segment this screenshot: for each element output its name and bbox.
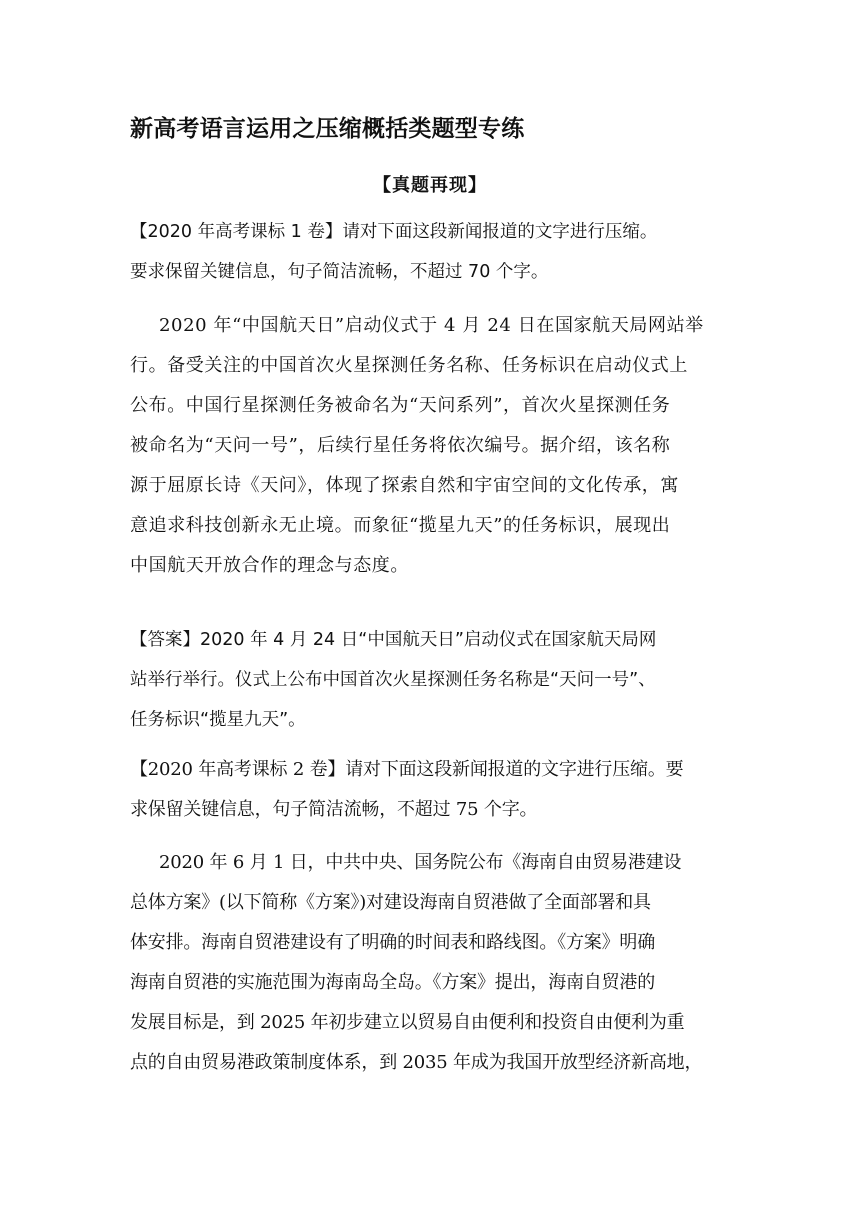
answer-1-line: 任务标识“揽星九天”。 bbox=[130, 710, 306, 730]
passage-1-line: 意追求科技创新永无止境。而象征“揽星九天”的任务标识，展现出 bbox=[130, 515, 671, 536]
section-heading: 【真题再现】 bbox=[373, 175, 487, 196]
passage-1-line: 行。备受关注的中国首次火星探测任务名称、任务标识在启动仪式上 bbox=[130, 355, 688, 376]
passage-1-line: 公布。中国行星探测任务被命名为“天问系列”，首次火星探测任务 bbox=[130, 395, 671, 416]
answer-1 bbox=[130, 620, 742, 740]
question-1-line: 【2020 年高考课标 1 卷】请对下面这段新闻报道的文字进行压缩。 bbox=[130, 222, 658, 242]
passage-2-line: 海南自贸港的实施范围为海南岛全岛。《方案》提出，海南自贸港的 bbox=[130, 972, 655, 993]
passage-1-line: 源于屈原长诗《天问》，体现了探索自然和宇宙空间的文化传承，寓 bbox=[130, 475, 679, 496]
answer-1-line: 站举行举行。仪式上公布中国首次火星探测任务名称是“天问一号”、 bbox=[130, 670, 656, 690]
passage-2-line: 点的自由贸易港政策制度体系，到 2035 年成为我国开放型经济新高地， bbox=[130, 1052, 703, 1073]
passage-2-line: 发展目标是，到 2025 年初步建立以贸易自由便利和投资自由便利为重 bbox=[130, 1012, 685, 1033]
passage-2 bbox=[130, 843, 742, 1083]
question-1-line: 要求保留关键信息，句子简洁流畅，不超过 70 个字。 bbox=[130, 262, 549, 282]
passage-2-line: 总体方案》(以下简称《方案》)对建设海南自贸港做了全面部署和具 bbox=[130, 892, 651, 913]
passage-1-line: 被命名为“天问一号”，后续行星任务将依次编号。据介绍，该名称 bbox=[130, 435, 671, 456]
question-2-line: 求保留关键信息，句子简洁流畅，不超过 75 个字。 bbox=[130, 799, 538, 820]
question-1 bbox=[130, 212, 742, 292]
passage-1-line: 2020 年“中国航天日”启动仪式于 4 月 24 日在国家航天局网站举 bbox=[159, 315, 704, 336]
question-2 bbox=[130, 750, 742, 830]
question-2-line: 【2020 年高考课标 2 卷】请对下面这段新闻报道的文字进行压缩。要 bbox=[130, 759, 684, 780]
answer-1-line: 【答案】2020 年 4 月 24 日“中国航天日”启动仪式在国家航天局网 bbox=[130, 630, 657, 650]
passage-1 bbox=[130, 306, 742, 586]
passage-1-line: 中国航天开放合作的理念与态度。 bbox=[130, 555, 409, 576]
passage-2-line: 2020 年 6 月 1 日，中共中央、国务院公布《海南自由贸易港建设 bbox=[159, 852, 682, 873]
document-title: 新高考语言运用之压缩概括类题型专练 bbox=[130, 116, 525, 142]
passage-2-line: 体安排。海南自贸港建设有了明确的时间表和路线图。《方案》明确 bbox=[130, 932, 655, 953]
